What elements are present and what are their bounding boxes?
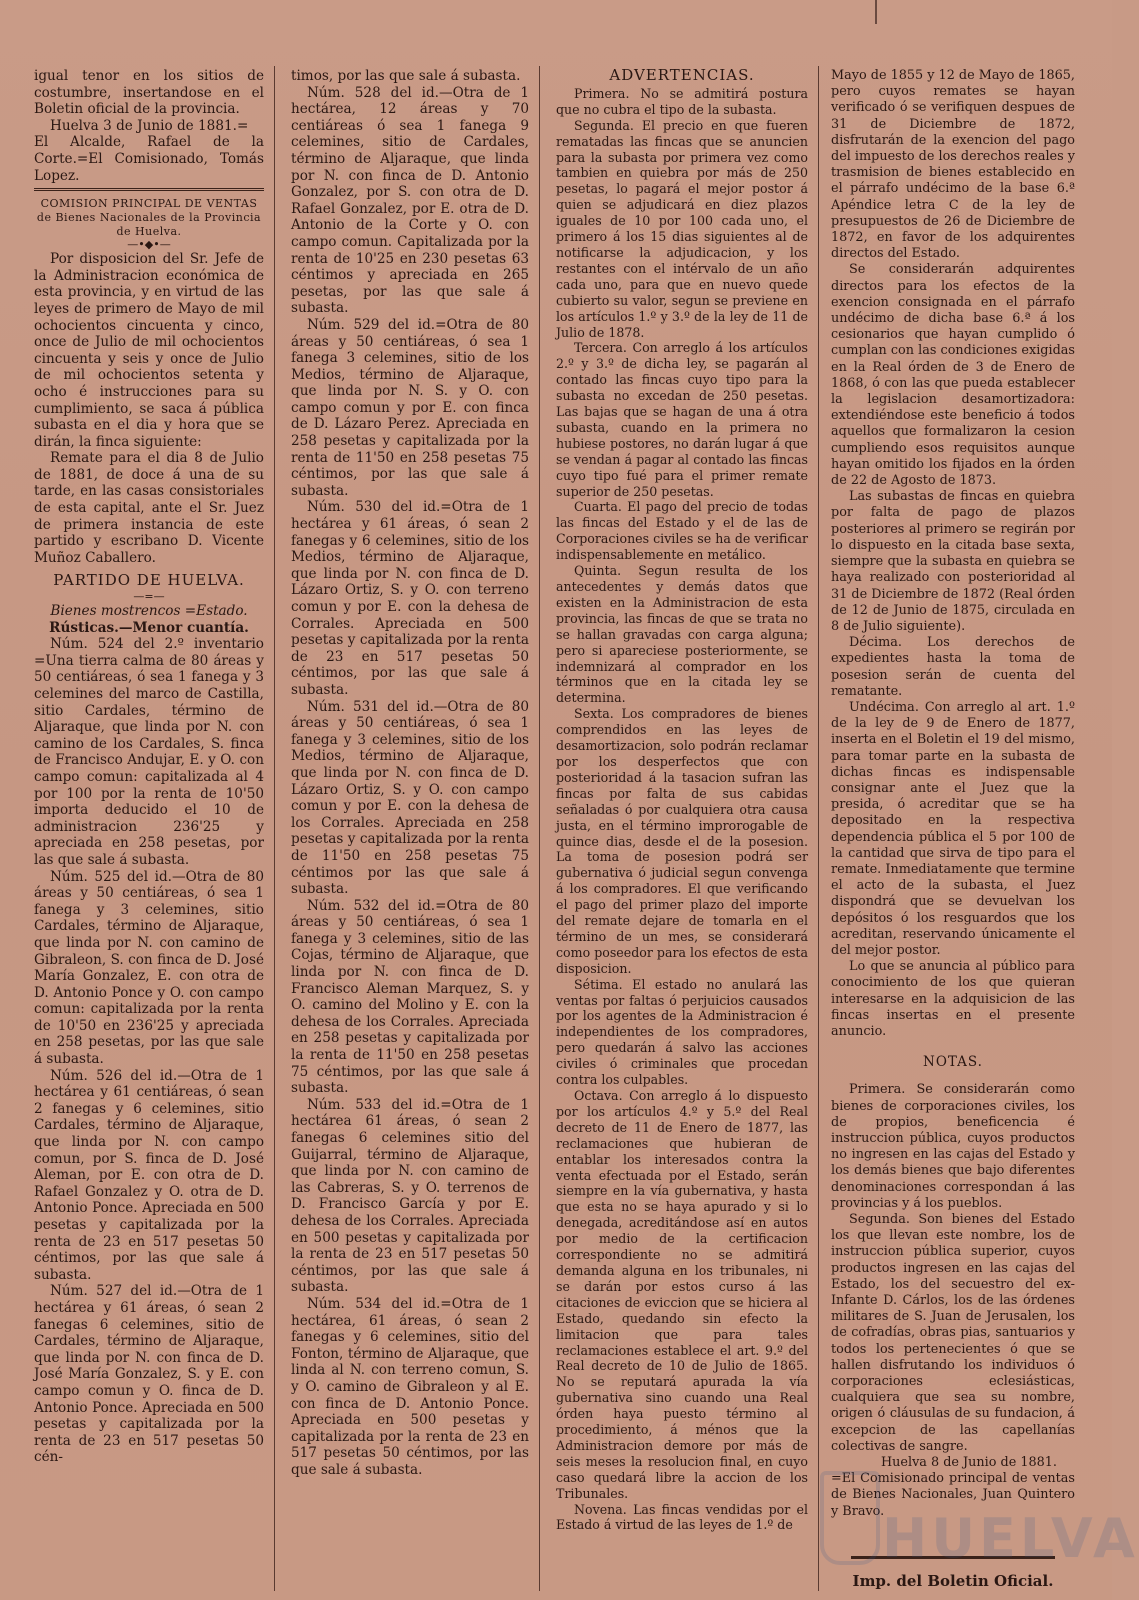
partido-heading: PARTIDO DE HUELVA. <box>53 571 245 590</box>
date-line: Huelva 8 de Junio de 1881. <box>881 1455 1057 1471</box>
advertencia-11: Undécima. Con arreglo al art. 1.º de la ley de 9 de Enero de 1877, inserta en el Boletin el 19 del mismo, para tomar parte en la subasta de dichas fincas es indispensable consignar ante el Juez que la presida, ó acreditar que se ha depositado en la respectiva dependencia pública el 5 por 100 de la cantidad que sirva de tipo para el remate. Inmediatamente que termine el acto de la subasta, el Juez dispondrá que se devuelvan los depósitos ó los resguardos que los acreditan, reservando únicamente el del mejor postor. <box>831 699 1075 958</box>
lot-528: Núm. 528 del id.—Otra de 1 hectárea, 12 áreas y 70 centiáreas ó sea 1 fanega 9 celemines, sitio de Cardales, término de Aljaraque, que linda por N. con finca de D. Antonio Gonzalez, por S. con otra de D. Rafael Gonzalez, por E. otra de D. Antonio de la Corte y O. con campo comun. Capitalizada por la renta de 10'25 en 230 pesetas 63 céntimos y apreciada en 265 pesetas, por las que sale á subasta. <box>291 84 529 317</box>
column-rule <box>274 66 275 1591</box>
advertencia-9: Novena. Las fincas vendidas por el Estado á virtud de las leyes de 1.º de <box>556 1501 808 1533</box>
page-crease <box>875 0 877 24</box>
bienes-heading: Bienes mostrencos =Estado. <box>50 603 248 620</box>
column-rule <box>818 66 819 1591</box>
watermark-text: HUELVA <box>882 1507 1139 1570</box>
lot-533: Núm. 533 del id.=Otra de 1 hectárea 61 áreas, ó sean 2 fanegas 6 celemines sitio del Guijarral, término de Aljaraque, que linda por N. con camino de las Cabreras, S. y O. terrenos de D. Francisco García y por E. dehesa de los Corrales. Apreciada en 500 pesetas y capitalizada por la renta de 23 en 517 pesetas 50 céntimos, por las que sale á subasta. <box>291 1096 529 1296</box>
signature: El Alcalde, Rafael de la Corte.=El Comisionado, Tomás Lopez. <box>34 134 264 184</box>
lot-530: Núm. 530 del id.=Otra de 1 hectárea y 61 áreas, ó sean 2 fanegas y 6 celemines, sitio de los Medios, término de Aljaraque, que linda por N. con finca de D. Lázaro Ortiz, S. y O. con terreno comun y por E. con la dehesa de Corrales. Apreciada en 500 pesetas y capitalizada por la renta de 23 en 517 pesetas 50 céntimos, por las que sale á subasta. <box>291 499 529 698</box>
paragraph: Se considerarán adquirentes directos para los efectos de la exencion consignada en el párrafo undécimo de dicha base 6.ª á los cesionarios que hayan cumplido ó cumplan con las condiciones exigidas en la Real órden de 3 de Enero de 1868, ó con las que pueda establecer la legislacion desamortizadora: extendiéndose este beneficio á todos aquellos que formalizaron la cesion cumpliendo esos requisitos aunque hayan omitido los fijados en la órden de 22 de Agosto de 1873. <box>831 262 1075 489</box>
advertencia-8: Octava. Con arreglo á lo dispuesto por los artículos 4.º y 5.º del Real decreto de 11 de Enero de 1877, las reclamaciones que hubieran de entablar los interesados contra la venta efectuada por el Estado, serán siempre en la vía gubernativa, y hasta que esta no se haya apurado y si lo denegada, acreditándose así en autos por medio de la certificacion correspondiente no se admitirá demanda alguna en los tribunales, ni se darán por estos curso á las citaciones de eviccion que se hiciera al Estado, quedando sin efecto la limitacion que para tales reclamaciones establece el art. 9.º del Real decreto de 10 de Julio de 1865. No se reputará apurada la vía gubernativa sino cuando una Real órden haya puesto término al procedimiento, á ménos que la Administracion demore por más de seis meses la resolucion final, en cuyo caso quedará libre la accion de los Tribunales. <box>556 1088 808 1501</box>
column-rule <box>539 66 540 1591</box>
advertencia-10: Décima. Los derechos de expedientes hasta la toma de posesion serán de cuenta del rematante. <box>831 635 1075 699</box>
closing-paragraph: Lo que se anuncia al público para conocimiento de los que quieran interesarse en la adquisicion de las fincas insertas en el presente anuncio. <box>831 959 1075 1039</box>
advertencia-5: Quinta. Segun resulta de los antecedentes y demás datos que existen en la Administracion de esta provincia, las fincas de que se trata no se hallan gravadas con carga alguna; pero si apareciese posteriormente, se indemnizará al comprador en los términos que en la citada ley se determina. <box>556 563 808 706</box>
advertencia-2: Segunda. El precio en que fueren rematadas las fincas que se anuncien para la subasta por primera vez como tambien en quiebra por más de 250 pesetas, lo pagará el mejor postor á quien se adjudicará en diez plazos iguales de 10 por 100 cada uno, el primero á los 15 dias siguientes al de notificarse la adjudicacion, y los restantes con el intérvalo de un año cada uno, para que en nuevo quede cubierto su valor, segun se previene en los artículos 1.º y 3.º de la ley de 11 de Julio de 1878. <box>556 117 808 340</box>
advertencia-6: Sexta. Los compradores de bienes comprendidos en las leyes de desamortizacion, solo podrán reclamar por los desperfectos que con posterioridad á la tasacion sufran las fincas por falta de sus cabidas señaladas ó por cualquiera otra causa justa, en el término improrogable de quince dias, desde el de la posesion. La toma de posesion podrá ser gubernativa ó judicial segun convenga á los compradores. El que verificando el pago del primer plazo del importe del remate dejare de tomarla en el término de un mes, se considerará como poseedor para los efectos de esta disposicion. <box>556 706 808 976</box>
comision-title: COMISION PRINCIPAL DE VENTAS <box>40 197 258 211</box>
lot-525: Núm. 525 del id.—Otra de 80 áreas y 50 centiáreas, ó sea 1 fanega y 3 celemines, sitio Cardales, término de Aljaraque, que linda por N. con camino de Gibraleon, S. con finca de D. José María Gonzalez, E. con otra de D. Antonio Ponce y O. con campo comun: capitalizada por la renta de 10'50 en 236'25 y apreciada en 258 pesetas, por las que sale á subasta. <box>34 868 264 1068</box>
notas-heading: NOTAS. <box>923 1054 983 1071</box>
footer-rule <box>851 1556 1055 1559</box>
lot-527: Núm. 527 del id.—Otra de 1 hectárea y 61 áreas, ó sean 2 fanegas 6 celemines, sitio de Cardales, término de Aljaraque, que linda por N. con finca de D. José María Gonzalez, S. y E. con campo comun y O. finca de D. Antonio Ponce. Apreciada en 500 pesetas y capitalizada por la renta de 23 en 517 pesetas 50 cén- <box>34 1283 264 1466</box>
paragraph: Mayo de 1855 y 12 de Mayo de 1865, pero cuyos remates se hayan verificado ó se verifiquen despues de 31 de Diciembre de 1872, disfrutarán de la exencion del pago del impuesto de los derechos reales y trasmision de bienes establecido en el párrafo undécimo de la base 6.ª Apéndice letra C de la ley de presupuestos de 26 de Diciembre de 1872, en favor de los adquirentes directos del Estado. <box>831 68 1075 262</box>
signature: =El Comisionado principal de ventas de Bienes Nacionales, Juan Quintero y Bravo. <box>831 1471 1075 1519</box>
advertencia-1: Primera. No se admitirá postura que no cubra el tipo de la subasta. <box>556 85 808 117</box>
rusticas-heading: Rústicas.—Menor cuantía. <box>49 619 249 636</box>
advertencia-3: Tercera. Con arreglo á los artículos 2.º y 3.º de dicha ley, se pagarán al contado las fincas cuyo tipo para la subasta no excedan de 250 pesetas. Las bajas que se hagan de una á otra subasta, cuando en la primera no hubiese postores, no darán lugar á que se vendan á pagar al contado las fincas cuyo tipo fué para el primer remate superior de 250 pesetas. <box>556 340 808 499</box>
ornament-dash: —=— <box>133 590 165 604</box>
advertencia-7: Sétima. El estado no anulará las ventas por faltas ó perjuicios causados por los agentes de la Administracion é independientes de los compradores, pero quedarán á salvo las acciones civiles ó criminales que procedan contra los culpables. <box>556 976 808 1088</box>
advertencias-heading: ADVERTENCIAS. <box>609 66 755 84</box>
section-rule <box>34 188 264 191</box>
lot-526: Núm. 526 del id.—Otra de 1 hectárea y 61 centiáreas, ó sean 2 fanegas y 6 celemines, sitio Cardales, término de Aljaraque, que linda por N. con campo comun, por S. finca de D. José Aleman, por E. con otra de D. Rafael Gonzalez y O. otra de D. Antonio Ponce. Apreciada en 500 pesetas y capitalizada por la renta de 23 en 517 pesetas 50 céntimos, por las que sale á subasta. <box>34 1067 264 1283</box>
advertencia-4: Cuarta. El pago del precio de todas las fincas del Estado y el de las de Corporaciones civiles se ha de verificar indispensablemente en metálico. <box>556 499 808 563</box>
nota-1: Primera. Se considerarán como bienes de corporaciones civiles, los de propios, beneficencia é instruccion pública, cuyos productos no ingresen en las cajas del Estado y los demás bienes que bajo diferentes denominaciones correspondan á las provincias y á los pueblos. <box>831 1082 1075 1211</box>
lot-524: Núm. 524 del 2.º inventario =Una tierra calma de 80 áreas y 50 centiáreas, ó sea 1 fanega y 3 celemines del marco de Castilla, sitio Cardales, término de Aljaraque, que linda por N. con camino de los Cardales, S. finca de Francisco Andujar, E. y O. con campo comun: capitalizada al 4 por 100 por la renta de 10'50 importa deducido el 10 de administracion 236'25 y apreciada en 258 pesetas, por las que sale á subasta. <box>34 636 264 868</box>
nota-2: Segunda. Son bienes del Estado los que llevan este nombre, los de instruccion pública superior, cuyos productos ingresen en las cajas del Estado, los del secuestro del ex-Infante D. Cárlos, los de las órdenes militares de S. Juan de Jerusalen, los de cofradías, obras pias, santuarios y todos los pertenecientes ó que se hallen disfrutando los individuos ó corporaciones eclesiásticas, cualquiera que sea su nombre, origen ó cláusulas de su fundacion, á excepcion de las capellanías colectivas de sangre. <box>831 1212 1075 1454</box>
printer-imprint: Imp. del Boletin Oficial. <box>852 1571 1054 1590</box>
paragraph: Remate para el dia 8 de Julio de 1881, de doce á una de su tarde, en las casas consistoriales de esta capital, ante el Sr. Juez de primera instancia de este partido y escribano D. Vicente Muñoz Caballero. <box>34 450 264 566</box>
column-4 <box>831 68 1075 1588</box>
paragraph: Las subastas de fincas en quiebra por falta de pago de plazos posteriores al primero se regirán por lo dispuesto en la citada base sexta, siempre que la subasta en quiebra se haya realizado con posterioridad al 31 de Diciembre de 1872 (Real órden de 12 de Junio de 1875, circulada en 8 de Julio siguiente). <box>831 489 1075 634</box>
paragraph: igual tenor en los sitios de costumbre, insertandose en el Boletin oficial de la provincia. <box>34 68 264 118</box>
ornament-dash: —•◆•— <box>127 238 171 252</box>
lot-534: Núm. 534 del id.=Otra de 1 hectárea, 61 áreas, ó sean 2 fanegas y 6 celemines, sitio del Fonton, término de Aljaraque, que linda al N. con terreno comun, S. y O. camino de Gibraleon y al E. con finca de D. Antonio Ponce. Apreciada en 500 pesetas y capitalizada por la renta de 23 en 517 pesetas 50 céntimos, por las que sale á subasta. <box>291 1295 529 1478</box>
date-line: Huelva 3 de Junio de 1881.= <box>50 117 249 134</box>
lot-529: Núm. 529 del id.=Otra de 80 áreas y 50 centiáreas, ó sea 1 fanega 3 celemines, sitio de los Medios, término de Aljaraque, que linda por N. S. y O. con campo comun y por E. con finca de D. Lázaro Perez. Apreciada en 258 pesetas y capitalizada por la renta de 11'50 en 258 pesetas 75 céntimos, por las que sale á subasta. <box>291 316 529 499</box>
lot-532: Núm. 532 del id.=Otra de 80 áreas y 50 centiáreas, ó sea 1 fanega y 3 celemines, sitio de las Cojas, término de Aljaraque, que linda por N. con finca de D. Francisco Aleman Marquez, S. y O. camino del Molino y E. con la dehesa de los Corrales. Apreciada en 258 pesetas y capitalizada por la renta de 11'50 en 258 pesetas 75 céntimos, por las que sale á subasta. <box>291 897 529 1097</box>
column-3 <box>556 68 808 1588</box>
paragraph: Por disposicion del Sr. Jefe de la Administracion económica de esta provincia, y en virtud de las leyes de primero de Mayo de mil ochocientos cincuenta y cinco, once de Julio de mil ochocientos cincuenta y seis y once de Julio de mil ochocientos setenta y ocho é instrucciones para su cumplimiento, se saca á pública subasta en el dia y hora que se dirán, la finca siguiente: <box>34 251 264 450</box>
lot-531: Núm. 531 del id.—Otra de 80 áreas y 50 centiáreas, ó sea 1 fanega y 3 celemines, sitio de los Medios, término de Aljaraque, que linda por N. con finca de D. Lázaro Ortiz, S. y O. con campo comun y por E. con la dehesa de los Corrales. Apreciada en 258 pesetas y capitalizada por la renta de 11'50 en 258 pesetas 75 céntimos por las que sale á subasta. <box>291 698 529 898</box>
column-1 <box>34 68 264 1588</box>
comision-subtitle: de Bienes Nacionales de la Provincia de Huelva. <box>36 211 262 239</box>
column-2 <box>291 68 529 1588</box>
paragraph: timos, por las que sale á subasta. <box>291 68 521 84</box>
